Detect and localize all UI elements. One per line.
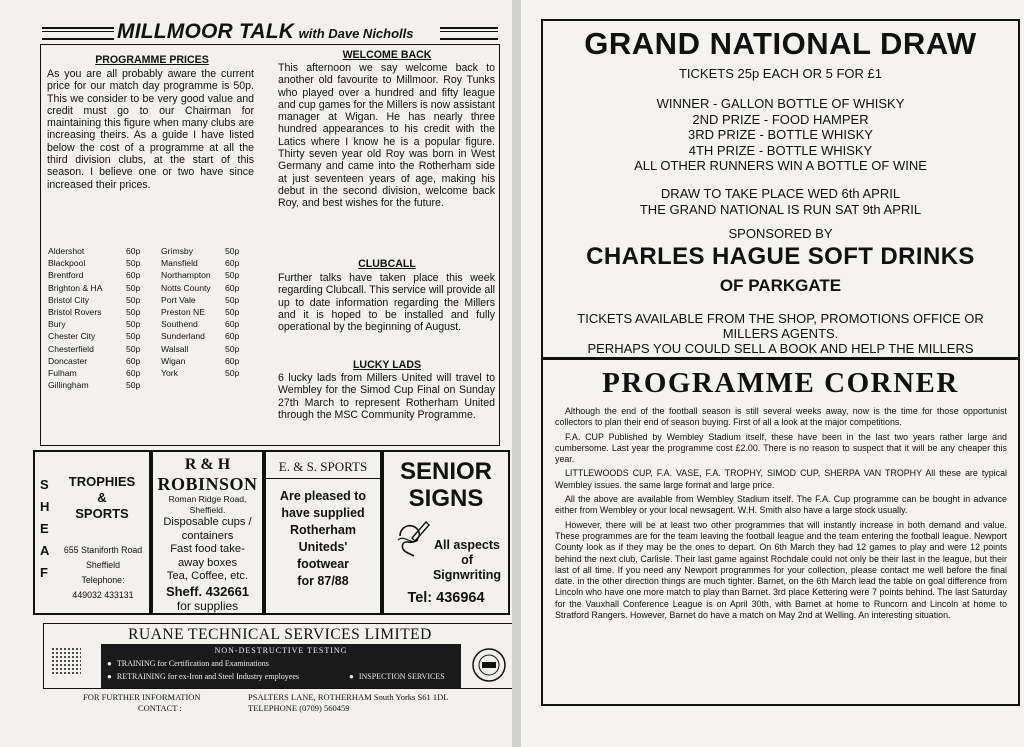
- price-row: [161, 367, 239, 379]
- ticket-availability: [541, 311, 1020, 356]
- draw-date: DRAW TO TAKE PLACE WED 6th APRIL: [660, 186, 901, 201]
- programme-prices-heading: PROGRAMME PRICES: [95, 54, 209, 66]
- sheaf-vertical-letters: [40, 474, 52, 584]
- ruane-approved-icon: [471, 647, 507, 683]
- programme-prices-text: As you are all probably aware the current price for our match day programme is 50p. This we consider to be very good value and credit must go to our Chairman for maintaining this figure when many clubs are increasing theirs. As a guide I have listed below the cost of a programme at all the third division clubs, at the start of this season. I believe one or two have since increased their prices.: [47, 68, 254, 191]
- price-row: [48, 269, 140, 281]
- sheaf-letter: E: [40, 521, 49, 536]
- club-price: 60p: [126, 246, 141, 256]
- club-name: Northampton: [161, 270, 211, 281]
- club-name: Bury: [48, 319, 66, 330]
- es-sports-text: [266, 488, 380, 590]
- club-name: Walsall: [161, 343, 189, 354]
- robinson-line-4: away boxes: [177, 556, 238, 569]
- clubcall-heading: CLUBCALL: [358, 258, 416, 270]
- club-name: Notts County: [161, 282, 211, 293]
- ruane-bullet-2: ● RETRAINING for ex-Iron and Steel Industry employees: [107, 672, 299, 681]
- price-row: [161, 269, 239, 281]
- club-price: 50p: [225, 270, 240, 281]
- club-price: 60p: [225, 319, 240, 330]
- club-name: York: [161, 368, 178, 379]
- club-name: Chester City: [48, 331, 96, 342]
- club-name: Wigan: [161, 355, 186, 366]
- price-row: [48, 330, 140, 342]
- es-line-2: have supplied: [281, 506, 365, 520]
- club-price: 60p: [225, 355, 240, 366]
- ruane-contact-1: FOR FURTHER INFORMATION: [83, 692, 201, 702]
- price-row: [161, 245, 239, 257]
- price-row: [161, 343, 239, 355]
- welcome-back-heading: WELCOME BACK: [342, 49, 432, 61]
- sheaf-title: [57, 474, 147, 522]
- club-name: Brentford: [48, 270, 84, 281]
- corner-paragraph: F.A. CUP Published by Wembley Stadium itself, these have been in the last two years rather large and cumbersome. Last year the programme cost £2.00. There is no reason to suspect that it will be any cheaper this year.: [555, 431, 1007, 465]
- club-name: Sunderland: [161, 331, 205, 342]
- price-row: [48, 355, 140, 367]
- club-price: 50p: [126, 282, 141, 293]
- senior-name-1: SENIOR: [399, 458, 492, 485]
- price-table-right: [161, 245, 239, 379]
- senior-line-1: All aspects: [433, 538, 500, 552]
- sheaf-address-2: Sheffield: [85, 560, 121, 570]
- programme-corner-title: PROGRAMME CORNER: [602, 367, 959, 399]
- ruane-bullet-3: ● INSPECTION SERVICES: [349, 672, 445, 681]
- clubcall-text: Further talks have taken place this week regarding Clubcall. This service will provide all up to date information regarding the Millers and it is hoped to be installed and fully operational by the beginning of August.: [278, 272, 495, 334]
- sheaf-address-1: 655 Staniforth Road: [63, 545, 143, 555]
- club-price: 50p: [126, 307, 141, 318]
- ticket-price: TICKETS 25p EACH OR 5 FOR £1: [678, 66, 882, 81]
- club-name: Bristol City: [48, 294, 90, 305]
- prize-4th: 4TH PRIZE - BOTTLE WHISKY: [688, 142, 873, 158]
- club-name: Fulham: [48, 368, 77, 379]
- corner-paragraph: All the above are available from Wembley Stadium itself. The F.A. Cup programme can be bought in advance either from Wembley or your local newsagent. W.H. Smith also have a large stock usually.: [555, 494, 1007, 516]
- club-price: 60p: [225, 282, 240, 293]
- prize-3rd: 3RD PRIZE - BOTTLE WHISKY: [688, 127, 873, 142]
- price-row: [48, 379, 140, 391]
- ruane-address: PSALTERS LANE, ROTHERHAM South Yorks S61 1DL: [248, 692, 449, 702]
- price-row: [161, 294, 239, 306]
- club-price: 50p: [225, 307, 240, 318]
- club-name: Aldershot: [48, 246, 85, 256]
- ad-es-sports: [264, 450, 382, 615]
- price-row: [48, 294, 140, 306]
- club-name: Southend: [161, 319, 198, 330]
- robinson-phone: Sheff. 432661: [165, 583, 250, 599]
- price-row: [161, 318, 239, 330]
- club-price: 50p: [225, 294, 240, 305]
- programme-corner-body: [555, 406, 1007, 621]
- es-line-4: Uniteds': [298, 540, 348, 554]
- price-row: [161, 257, 239, 269]
- club-name: Port Vale: [161, 294, 196, 305]
- price-row: [48, 367, 140, 379]
- price-row: [48, 282, 140, 294]
- header-rule-left: [42, 27, 114, 40]
- right-page: [521, 0, 1024, 747]
- price-row: [161, 306, 239, 318]
- availability-1: TICKETS AVAILABLE FROM THE SHOP, PROMOTIONS OFFICE OR: [577, 311, 984, 326]
- sheaf-letter: A: [40, 543, 50, 558]
- club-name: Grimsby: [161, 246, 193, 256]
- robinson-address-2: Sheffield.: [189, 505, 226, 515]
- sheaf-title-1: TROPHIES: [68, 474, 136, 489]
- club-price: 60p: [126, 368, 141, 379]
- club-price: 50p: [126, 331, 141, 342]
- robinson-line-2: containers: [181, 529, 234, 542]
- club-price: 50p: [126, 258, 141, 269]
- ruane-bullet-1: ● TRAINING for Certification and Examinations: [107, 659, 269, 668]
- prize-2nd: 2ND PRIZE - FOOD HAMPER: [692, 111, 869, 127]
- price-row: [161, 282, 239, 294]
- sheaf-letter: S: [40, 477, 49, 492]
- prize-others: ALL OTHER RUNNERS WIN A BOTTLE OF WINE: [634, 158, 927, 173]
- price-row: [48, 318, 140, 330]
- club-price: 50p: [225, 246, 240, 256]
- senior-signs-tel: Tel: 436964: [407, 590, 485, 606]
- es-line-5: footwear: [296, 557, 350, 571]
- senior-line-2: of: [461, 553, 473, 567]
- ad-ruane: [43, 623, 512, 718]
- es-line-1: Are pleased to: [279, 489, 367, 503]
- welcome-back-text: This afternoon we say welcome back to another old favourite to Millmoor. Roy Tunks who played over a hundred and fifty league and cup games for the Millers is now assistant manager at Wigan. He has nearly three hundred appearances to his credit with the Latics where I know he is a popular figure. Thirty seven year old Roy was born in West Germany and came into the Rotherham side at just seventeen years of age, making his debut in the second division, welcome back Roy, and best wishes for the future.: [278, 62, 495, 210]
- club-price: 60p: [225, 258, 240, 269]
- club-name: Chesterfield: [48, 343, 94, 354]
- prize-winner: WINNER - GALLON BOTTLE OF WHISKY: [656, 96, 905, 111]
- price-table-left: [48, 245, 140, 391]
- club-price: 50p: [225, 343, 240, 354]
- header-subtitle: with Dave Nicholls: [298, 26, 414, 41]
- club-name: Brighton & HA: [48, 282, 103, 293]
- ruane-contact-right: [248, 692, 448, 714]
- club-name: Mansfield: [161, 258, 198, 269]
- sheaf-phone-label: Telephone:: [81, 575, 125, 585]
- robinson-name-1: R & H: [184, 456, 231, 473]
- availability-3: PERHAPS YOU COULD SELL A BOOK AND HELP THE MILLERS: [587, 341, 974, 356]
- club-price: 50p: [126, 319, 141, 330]
- header-title: MILLMOOR TALK: [117, 20, 295, 43]
- sheaf-title-3: SPORTS: [75, 506, 129, 521]
- robinson-name-2: ROBINSON: [157, 474, 258, 494]
- sheaf-title-2: &: [97, 490, 107, 505]
- senior-name-2: SIGNS: [408, 485, 484, 512]
- senior-signs-name: [384, 458, 508, 512]
- header-rule-left-mid: [42, 31, 114, 32]
- ruane-telephone: TELEPHONE (0709) 560459: [248, 703, 350, 713]
- sheaf-phones: 449032 433131: [72, 590, 134, 600]
- robinson-address-1: Roman Ridge Road,: [168, 494, 247, 504]
- club-price: 50p: [126, 343, 141, 354]
- es-line-6: for 87/88: [297, 574, 349, 588]
- corner-paragraph: However, there will be at least two other programmes that will instantly increase in both demand and value. These programmes are for the team leaving the football league and the team entering the football league. Newport County look as if they may be the ones to depart. On 6th March they had 12 games to play and were 12 points behind the next club, Carlisle. Their last game against Rochdale could not only be their last in the league, but their last of all time. If you need any Newport programmes for your collection, please contact me well before the final date. in the other direction things are much tighter. Barnet, on the 6th March lead the table on goal difference from Lincoln who have one more match to play than Barnet. 3rd place Kettering were 7 points behind. The last Saturday for the Vauxhall Conference League is on April 30th, with Barnet at home to Runcorn and Lincoln at home to Stratford Rangers. However, Barnet do have a match on May 2nd at Welling. An interesting situation.: [555, 519, 1007, 621]
- club-name: Doncaster: [48, 355, 88, 366]
- race-date: THE GRAND NATIONAL IS RUN SAT 9th APRIL: [639, 201, 922, 217]
- club-price: 60p: [126, 355, 141, 366]
- club-name: Blackpool: [48, 258, 86, 269]
- sheaf-letter: H: [40, 499, 50, 514]
- grand-national-title: GRAND NATIONAL DRAW: [584, 26, 977, 61]
- sponsor-name: CHARLES HAGUE SOFT DRINKS: [586, 243, 975, 270]
- ad-sheaf-trophies: [33, 450, 151, 615]
- sponsor-location: OF PARKGATE: [719, 276, 842, 295]
- club-price: 50p: [126, 380, 141, 391]
- club-name: Bristol Rovers: [48, 307, 102, 318]
- header-rule-right: [440, 27, 498, 40]
- robinson-line-6: for supplies: [176, 598, 239, 613]
- senior-signs-text: [426, 538, 508, 583]
- club-price: 60p: [126, 270, 141, 281]
- header-rule-right-mid: [440, 31, 498, 32]
- ruane-contact-left: [83, 692, 201, 714]
- price-row: [161, 330, 239, 342]
- price-row: [48, 245, 140, 257]
- club-price: 50p: [126, 294, 141, 305]
- robinson-line-3: Fast food take-: [170, 543, 245, 555]
- ruane-ndt-bar: NON-DESTRUCTIVE TESTING: [214, 646, 348, 655]
- price-row: [48, 306, 140, 318]
- robinson-line-5: Tea, Coffee, etc.: [166, 570, 249, 582]
- ruane-dot-logo: [51, 647, 81, 675]
- corner-paragraph: Although the end of the football season is still several weeks away, now is the time for those opportunist collectors to plan their end of season buying. First of all a look at the major competitions.: [555, 406, 1007, 428]
- club-price: 60p: [225, 331, 240, 342]
- lucky-lads-text: 6 lucky lads from Millers United will travel to Wembley for the Simod Cup Final on Sunday 27th March to represent Rotherham United through the MSC Community Programme.: [278, 372, 495, 421]
- price-row: [161, 355, 239, 367]
- ruane-name: RUANE TECHNICAL SERVICES LIMITED: [128, 626, 432, 643]
- sponsored-by: SPONSORED BY: [728, 226, 833, 241]
- club-price: 50p: [225, 368, 240, 379]
- es-sports-name: E. & S. SPORTS: [266, 458, 380, 479]
- availability-2: MILLERS AGENTS.: [722, 326, 839, 341]
- page-header: [117, 20, 437, 44]
- ruane-contact-2: CONTACT :: [138, 703, 182, 713]
- senior-line-3: Signwriting: [432, 568, 502, 582]
- corner-paragraph: LITTLEWOODS CUP, F.A. VASE, F.A. TROPHY, SIMOD CUP, SHERPA VAN TROPHY All these are typical Wembley issues. the same large format and large price.: [555, 468, 1007, 490]
- price-row: [48, 257, 140, 269]
- club-name: Gillingham: [48, 380, 89, 391]
- prize-list: [541, 96, 1020, 174]
- sheaf-address: [55, 543, 151, 603]
- ad-senior-signs: [382, 450, 510, 615]
- sheaf-letter: F: [40, 565, 48, 580]
- ad-rh-robinson: [151, 450, 264, 615]
- price-row: [48, 343, 140, 355]
- robinson-line-1: Disposable cups /: [163, 516, 252, 528]
- draw-dates: [541, 186, 1020, 217]
- club-name: Preston NE: [161, 307, 205, 318]
- lucky-lads-heading: LUCKY LADS: [352, 359, 422, 371]
- es-line-3: Rotherham: [290, 523, 356, 537]
